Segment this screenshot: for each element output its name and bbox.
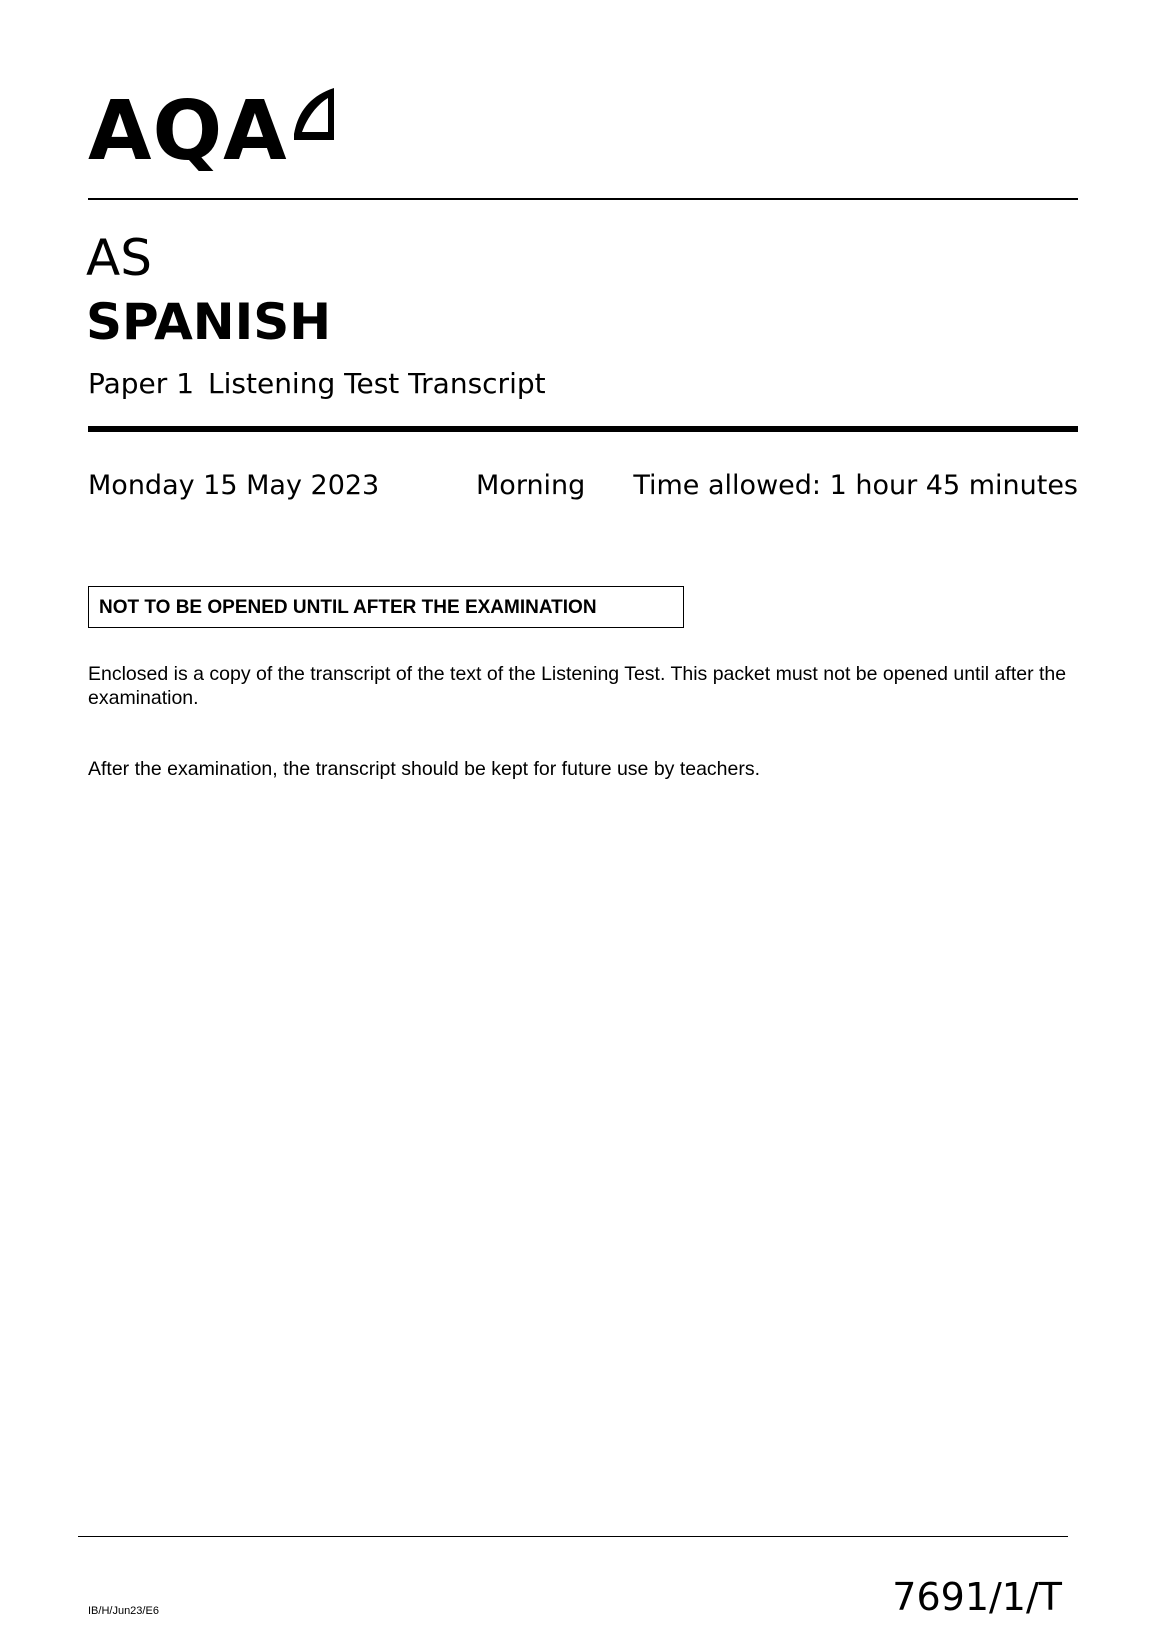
retention-paragraph: After the examination, the transcript should be kept for future use by teachers. xyxy=(88,758,761,780)
header-divider xyxy=(88,198,1078,200)
time-allowed: Time allowed: 1 hour 45 minutes xyxy=(633,470,1078,501)
qualification-level: AS xyxy=(86,229,152,287)
logo-text: AQA xyxy=(88,84,288,179)
footer-reference: IB/H/Jun23/E6 xyxy=(88,1605,159,1617)
paper-code: 7691/1/T xyxy=(892,1575,1062,1619)
paper-number: Paper 1 xyxy=(88,367,195,400)
leaf-icon xyxy=(288,86,336,140)
instructions-paragraph: Enclosed is a copy of the transcript of the text of the Listening Test. This packet must not be opened until after the examination. xyxy=(88,663,1067,709)
notice-box: NOT TO BE OPENED UNTIL AFTER THE EXAMINATION xyxy=(88,586,684,628)
paper-title xyxy=(88,366,546,402)
title-divider xyxy=(88,426,1078,432)
subject-title: SPANISH xyxy=(86,293,332,351)
exam-date: Monday 15 May 2023 xyxy=(88,470,380,501)
paper-component: Listening Test Transcript xyxy=(208,367,546,400)
exam-session: Morning xyxy=(476,470,586,501)
footer-divider xyxy=(78,1536,1068,1537)
aqa-logo xyxy=(88,86,348,178)
